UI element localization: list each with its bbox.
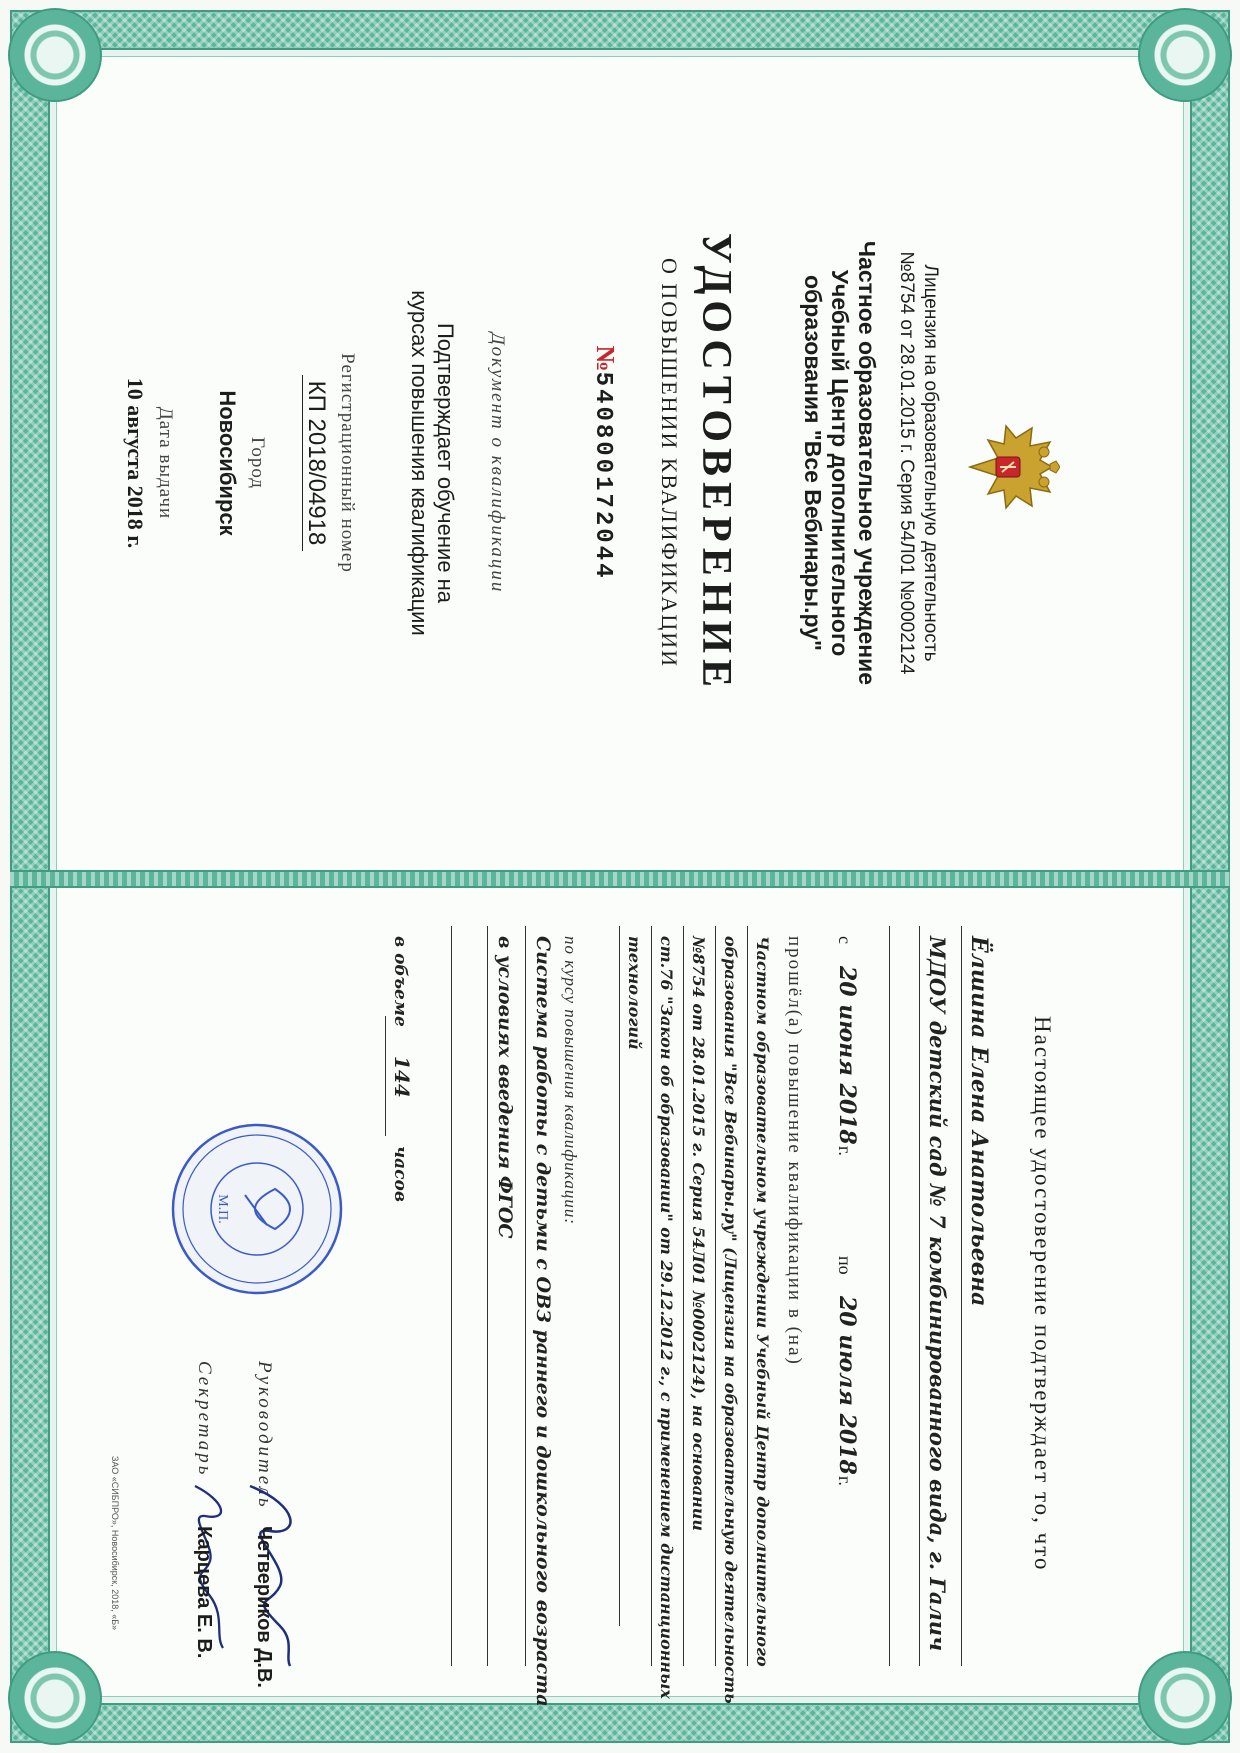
confirmation-text [406, 60, 458, 866]
coat-of-arms-icon [962, 420, 1060, 514]
date-from-suffix: г. [835, 1146, 855, 1156]
recipient-name: Ёлшина Елена Анатольевна [966, 936, 992, 1307]
reg-number-value [302, 60, 330, 866]
underline [747, 926, 748, 1666]
confirms-line: курсах повышения квалификации [407, 290, 432, 636]
underline [525, 926, 526, 1666]
reg-number-label: Регистрационный номер [337, 353, 358, 573]
issue-date-label: Дата выдачи [155, 406, 176, 520]
content-panel [60, 896, 1180, 1707]
city-label: Город [247, 437, 268, 489]
course-title-line: в условиях введения ФГОС [494, 936, 516, 1239]
license-line: №8754 от 28.01.2015 г. Серия 54Л01 №0002124 [896, 251, 917, 675]
date-to: 20 июля 2018 [834, 1296, 860, 1475]
secretary-name: Карцева Е. В. [193, 1526, 215, 1659]
official-seal [169, 1121, 345, 1297]
underline [651, 926, 652, 1666]
license-info [894, 60, 942, 866]
issue-date-value: 10 августа 2018 г. [123, 377, 148, 549]
institution-line: №8754 от 28.01.2015 г. Серия 54Л01 №0002124), на основании [689, 936, 708, 1532]
document-kind: Документ о квалификации [487, 332, 508, 594]
institution-line: Частном образовательном учреждении Учебный Центр дополнительного [753, 936, 772, 1667]
secretary-label: Секретарь [194, 1361, 215, 1478]
institution-line: технологий [625, 936, 644, 1050]
printer-note: ЗАО «СИБПРО», Новосибирск, 2018, «Б» [110, 1456, 120, 1631]
underline [715, 926, 716, 1666]
number-sign: № [591, 345, 620, 372]
cover-panel [60, 60, 1180, 866]
document-title: УДОСТОВЕРЕНИЕ [693, 232, 739, 694]
confirms-line: Подтверждает обучение на [433, 322, 458, 604]
underline [961, 926, 962, 1666]
number-value: 540800172044 [589, 371, 616, 581]
course-label: по курсу повышения квалификации: [561, 936, 580, 1225]
volume-label: в объеме [390, 936, 410, 1027]
document-subtitle: О ПОВЫШЕНИИ КВАЛИФИКАЦИИ [657, 258, 682, 668]
date-to-prefix: по [835, 1256, 855, 1275]
org-line: образования "Все Вебинары.ру" [800, 275, 826, 651]
volume-unit: часов [390, 1146, 410, 1203]
fold-spine [10, 870, 1230, 888]
underline [385, 1016, 386, 1136]
stamp-mp: М.П. [215, 1194, 230, 1224]
license-line: Лицензия на образовательную деятельность [920, 264, 941, 662]
recipient-workplace: МДОУ детский сад № 7 комбинированного вида, г. Галич [925, 936, 950, 1652]
reg-number-text: КП 2018/04918 [302, 375, 330, 552]
underline [619, 926, 620, 1626]
underline [451, 926, 452, 1666]
certificate-number [589, 60, 620, 866]
intro-text: Настоящее удостоверение подтверждает то, что [1030, 1016, 1055, 1572]
underline [919, 926, 920, 1666]
passed-label: прошёл(а) повышение квалификации в (на) [784, 936, 805, 1366]
date-from-prefix: с [835, 936, 855, 944]
institution-line: образования "Все Вебинары.ру" (Лицензия на образовательную деятельность [721, 936, 740, 1704]
org-line: Учебный Центр дополнительного [827, 269, 853, 657]
underline [683, 926, 684, 1666]
head-label: Руководитель [254, 1361, 275, 1510]
institution-line: ст.76 "Закон об образовании" от 29.12.2012 г., с применением дистанционных [657, 936, 676, 1699]
date-to-suffix: г. [835, 1476, 855, 1486]
org-line: Частное образовательное учреждение [854, 240, 880, 686]
date-from: 20 июня 2018 [834, 966, 860, 1145]
volume-value: 144 [390, 1056, 414, 1098]
underline [889, 926, 890, 1666]
head-name-text: Четвериков Д.В. [253, 1526, 275, 1688]
city-value: Новосибирск [215, 390, 240, 536]
course-title-line: Система работы с детьми с ОВЗ раннего и дошкольного возраста [532, 936, 554, 1707]
underline [487, 926, 488, 1666]
organization-name [799, 60, 880, 866]
